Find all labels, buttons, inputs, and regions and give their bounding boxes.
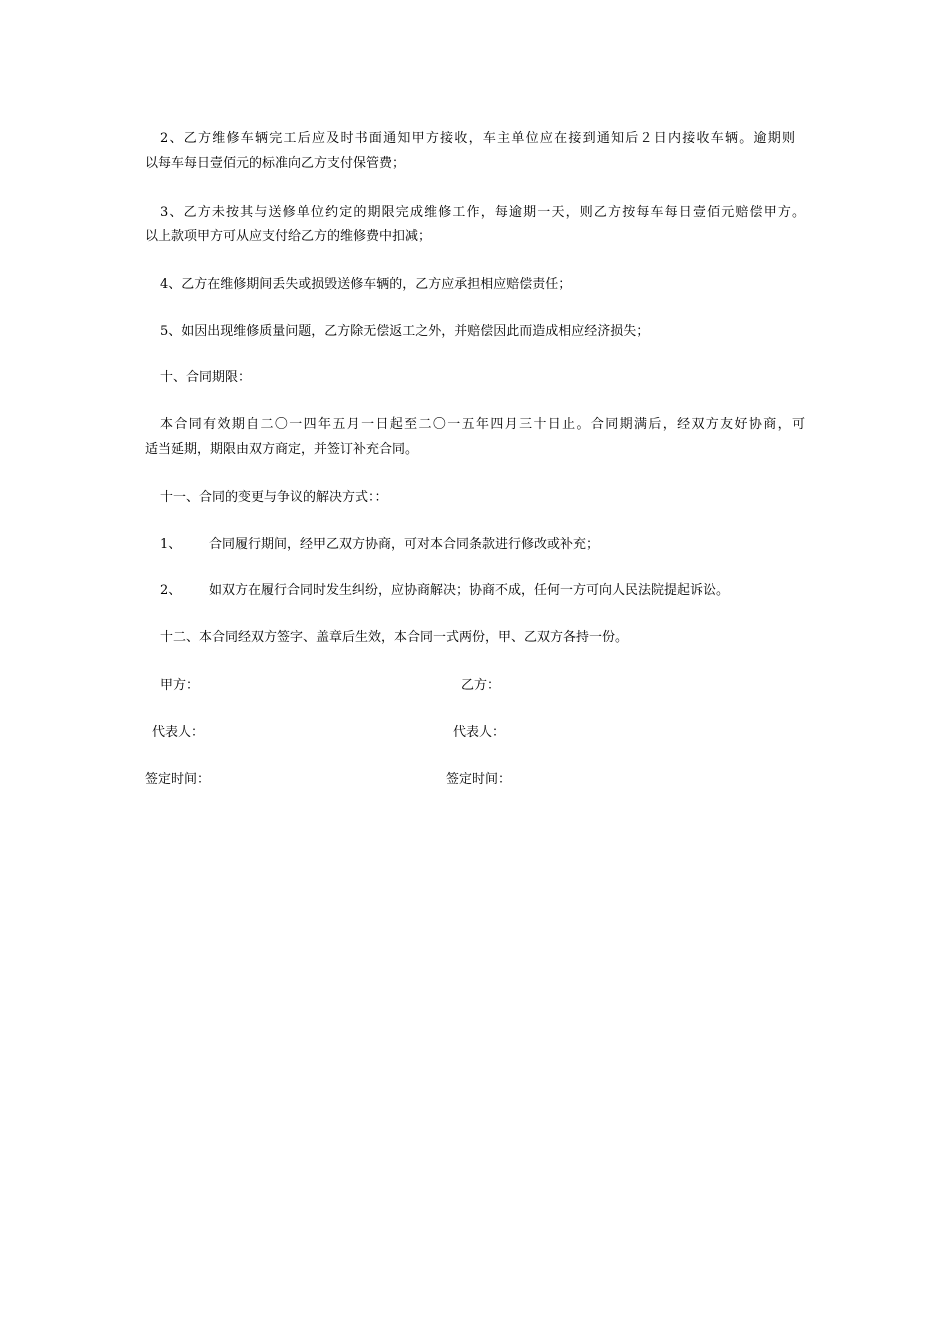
section-ten-body-line-2: 适当延期，期限由双方商定，并签订补充合同。 — [145, 442, 419, 457]
party-b-label: 乙方： — [461, 678, 501, 693]
section-eleven-item-2-number: 2、 — [160, 583, 182, 598]
section-eleven-heading: 十一、合同的变更与争议的解决方式：： — [160, 490, 388, 505]
clause-2-line-2: 以每车每日壹佰元的标准向乙方支付保管费； — [145, 156, 406, 171]
party-a-representative-label: 代表人： — [152, 725, 205, 740]
section-eleven-item-1-number: 1、 — [160, 537, 182, 552]
section-eleven-item-1-text: 合同履行期间，经甲乙双方协商，可对本合同条款进行修改或补充； — [209, 537, 600, 552]
party-a-sign-date-label: 签定时间： — [145, 772, 211, 787]
clause-3-line-1: 3、乙方未按其与送修单位约定的期限完成维修工作，每逾期一天，则乙方按每车每日壹佰元赔偿甲方。 — [160, 205, 805, 220]
clause-5: 5、如因出现维修质量问题，乙方除无偿返工之外，并赔偿因此而造成相应经济损失； — [160, 324, 650, 339]
party-b-sign-date-label: 签定时间： — [446, 772, 512, 787]
section-eleven-item-2-text: 如双方在履行合同时发生纠纷，应协商解决；协商不成，任何一方可向人民法院提起诉讼。 — [209, 583, 730, 598]
section-ten-heading: 十、合同期限： — [160, 370, 252, 385]
clause-3-line-2: 以上款项甲方可从应支付给乙方的维修费中扣减； — [145, 229, 432, 244]
section-ten-body-line-1: 本合同有效期自二〇一四年五月一日起至二〇一五年四月三十日止。合同期满后，经双方友好协商，可 — [160, 417, 805, 432]
party-a-label: 甲方： — [160, 678, 200, 693]
clause-2-line-1: 2、乙方维修车辆完工后应及时书面通知甲方接收，车主单位应在接到通知后２日内接收车辆。逾期则 — [160, 131, 795, 146]
clause-4: 4、乙方在维修期间丢失或损毁送修车辆的，乙方应承担相应赔偿责任； — [160, 277, 572, 292]
section-twelve: 十二、本合同经双方签字、盖章后生效，本合同一式两份，甲、乙双方各持一份。 — [160, 630, 629, 645]
party-b-representative-label: 代表人： — [453, 725, 506, 740]
